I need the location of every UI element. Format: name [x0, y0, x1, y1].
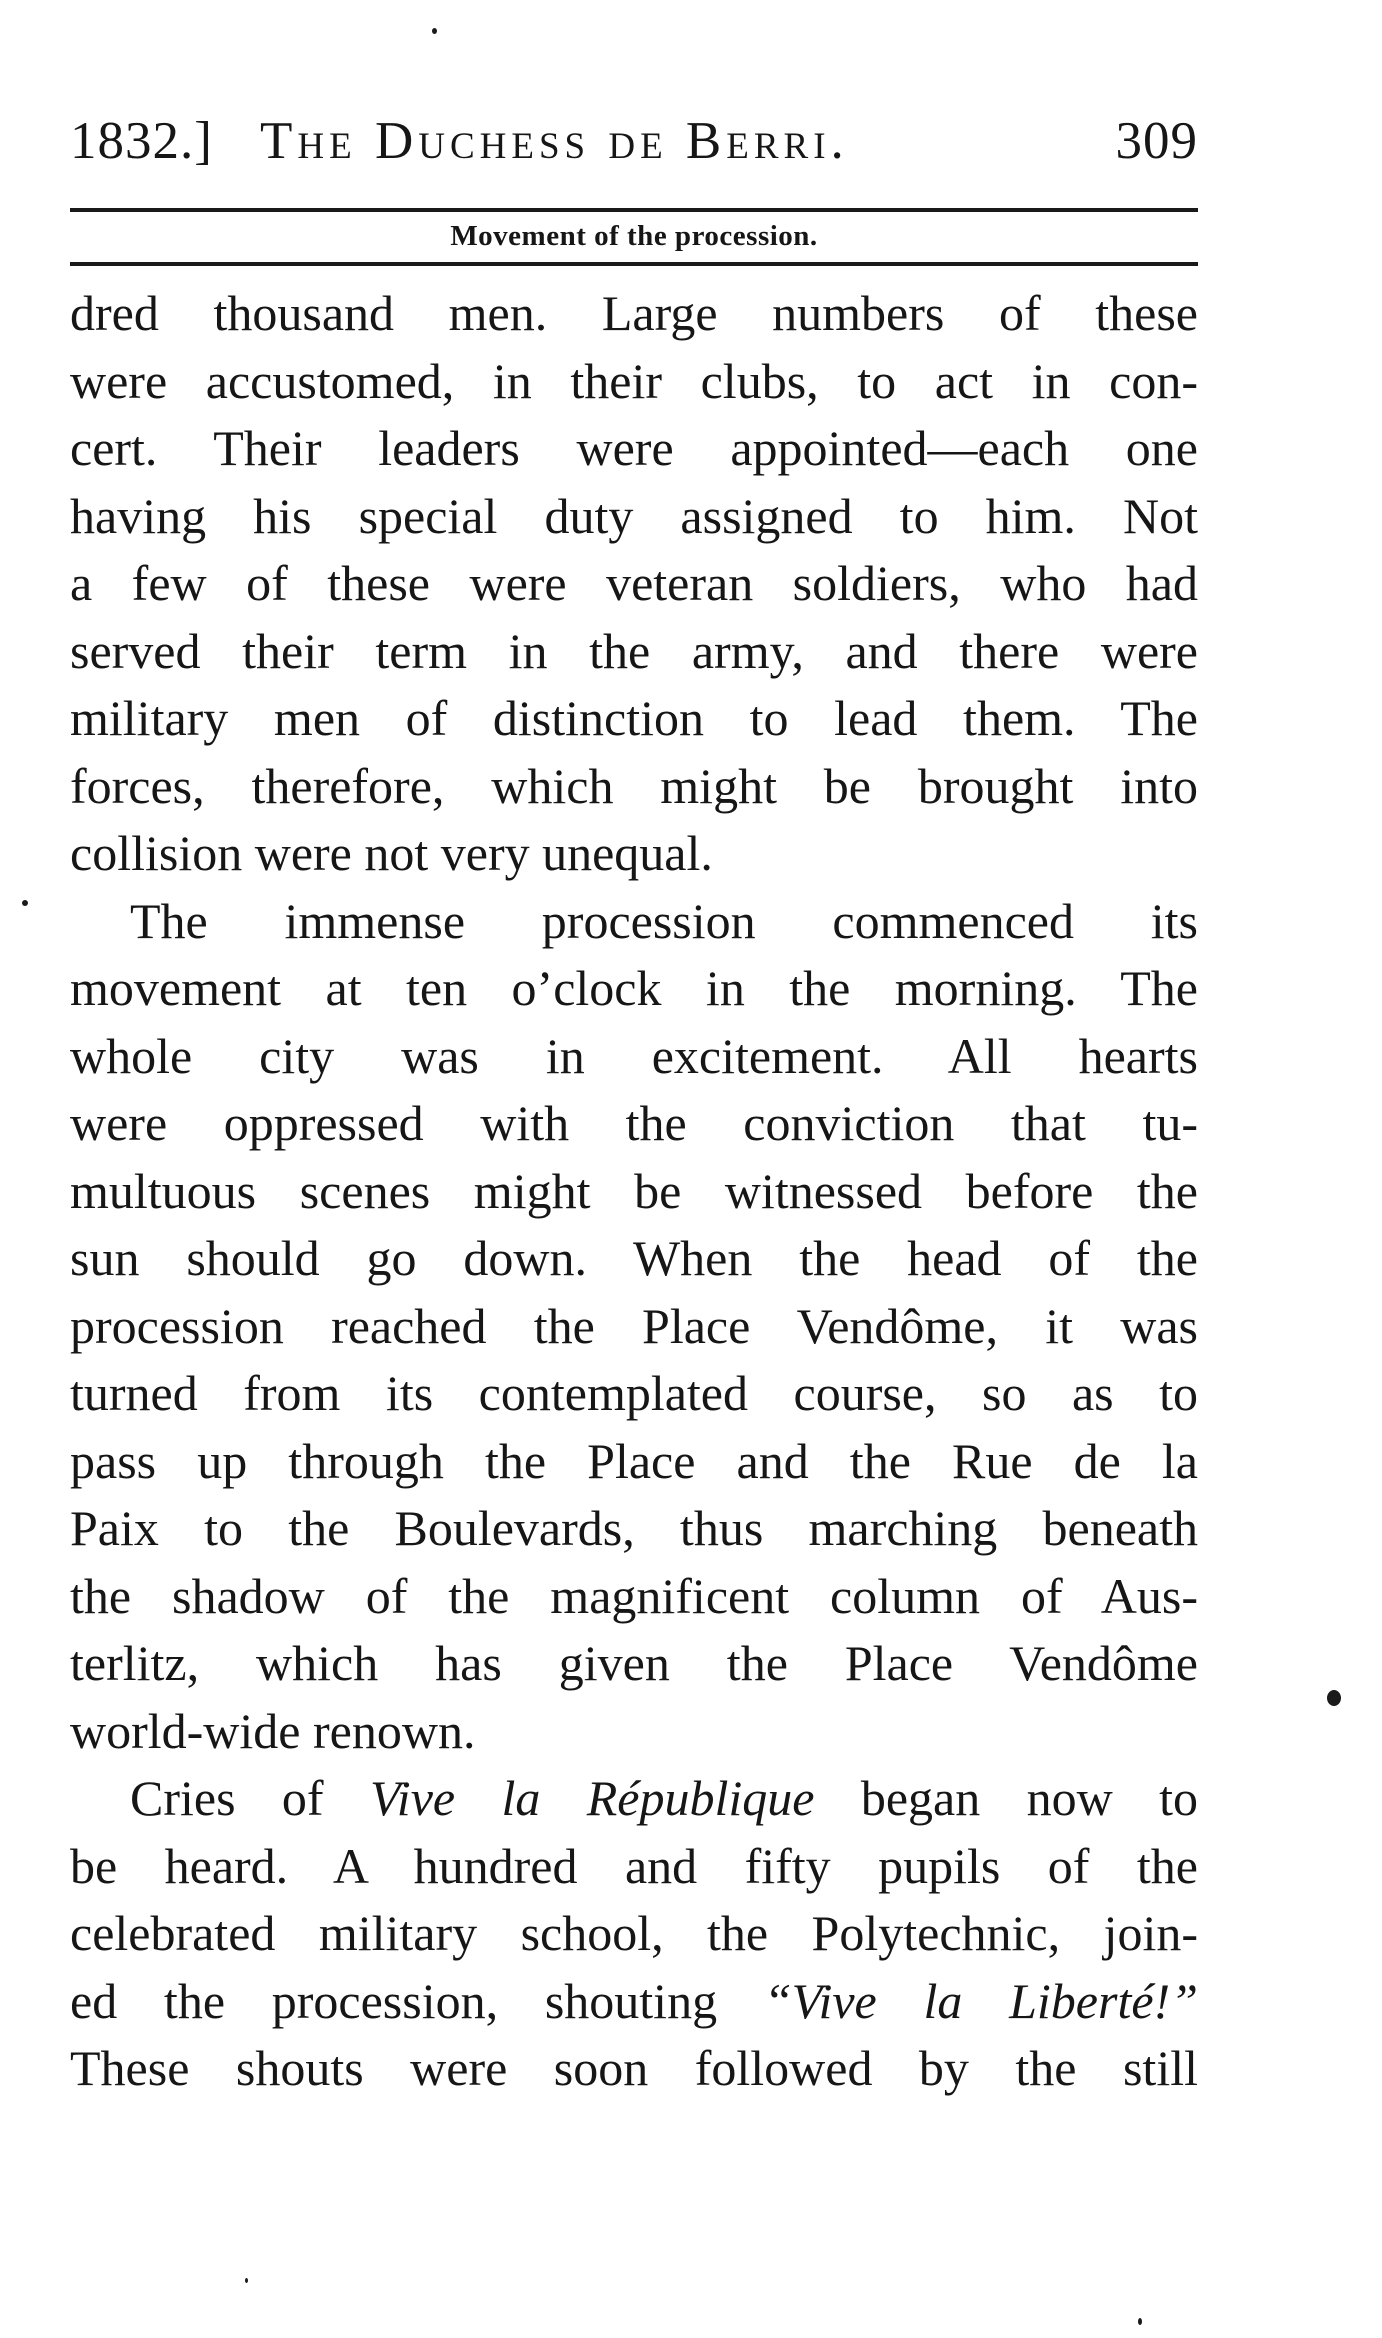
- text-line: cert. Their leaders were appointed—each one: [70, 420, 1198, 476]
- text-fragment: Cries of: [130, 1770, 324, 1826]
- scan-speck: [22, 900, 28, 906]
- scan-speck: [432, 28, 437, 34]
- header-year: 1832.]: [70, 112, 213, 170]
- italic-phrase: Vive la République: [369, 1770, 815, 1826]
- text-line: turned from its contemplated course, so as to: [70, 1365, 1198, 1421]
- text-line: served their term in the army, and there were: [70, 622, 1198, 679]
- scan-speck: [1327, 1690, 1341, 1706]
- page-number: 309: [1115, 112, 1198, 170]
- text-line: world-wide renown.: [70, 1702, 476, 1759]
- text-line: were oppressed with the conviction that tu-: [70, 1095, 1198, 1151]
- text-fragment: began now to: [860, 1770, 1198, 1826]
- text-line: pass up through the Place and the Rue de la: [70, 1432, 1198, 1489]
- text-line: whole city was in excitement. All hearts: [70, 1027, 1198, 1084]
- text-line: sun should go down. When the head of the: [70, 1230, 1198, 1286]
- text-line: terlitz, which has given the Place Vendôme: [70, 1635, 1198, 1691]
- text-line: movement at ten o’clock in the morning. The: [70, 960, 1198, 1016]
- text-line: be heard. A hundred and fifty pupils of the: [70, 1837, 1198, 1894]
- text-line: [70, 1765, 1198, 1833]
- text-line: The immense procession commenced its: [130, 892, 1198, 949]
- italic-phrase: “Vive la Liberté!”: [763, 1972, 1199, 2029]
- section-subheading: Movement of the procession.: [450, 220, 818, 252]
- text-line: procession reached the Place Vendôme, it was: [70, 1297, 1198, 1354]
- text-fragment: ed the procession, shouting: [70, 1972, 718, 2029]
- book-page: [70, 110, 1198, 2103]
- subheading-rule: [70, 262, 1198, 266]
- text-line: celebrated military school, the Polytechnic, join-: [70, 1905, 1198, 1961]
- text-line: Paix to the Boulevards, thus marching beneath: [70, 1500, 1198, 1556]
- text-line: military men of distinction to lead them. The: [70, 690, 1198, 746]
- text-line: collision were not very unequal.: [70, 825, 713, 881]
- text-line: dred thousand men. Large numbers of these: [70, 285, 1198, 341]
- text-line: having his special duty assigned to him. Not: [70, 487, 1198, 544]
- text-line: the shadow of the magnificent column of Aus-: [70, 1567, 1198, 1624]
- text-line: were accustomed, in their clubs, to act in con-: [70, 352, 1198, 409]
- scan-speck: [245, 2278, 248, 2283]
- text-line: a few of these were veteran soldiers, who had: [70, 555, 1198, 611]
- text-line: These shouts were soon followed by the still: [70, 2040, 1198, 2096]
- text-line: forces, therefore, which might be brought into: [70, 757, 1198, 814]
- body-text: [70, 280, 1198, 2103]
- running-header: [70, 110, 1198, 172]
- text-line: multuous scenes might be witnessed before the: [70, 1162, 1198, 1219]
- scan-speck: [1138, 2318, 1142, 2325]
- header-title: The Duchess de Berri.: [260, 112, 849, 170]
- header-rule: [70, 208, 1198, 212]
- text-line: [70, 1968, 1198, 2036]
